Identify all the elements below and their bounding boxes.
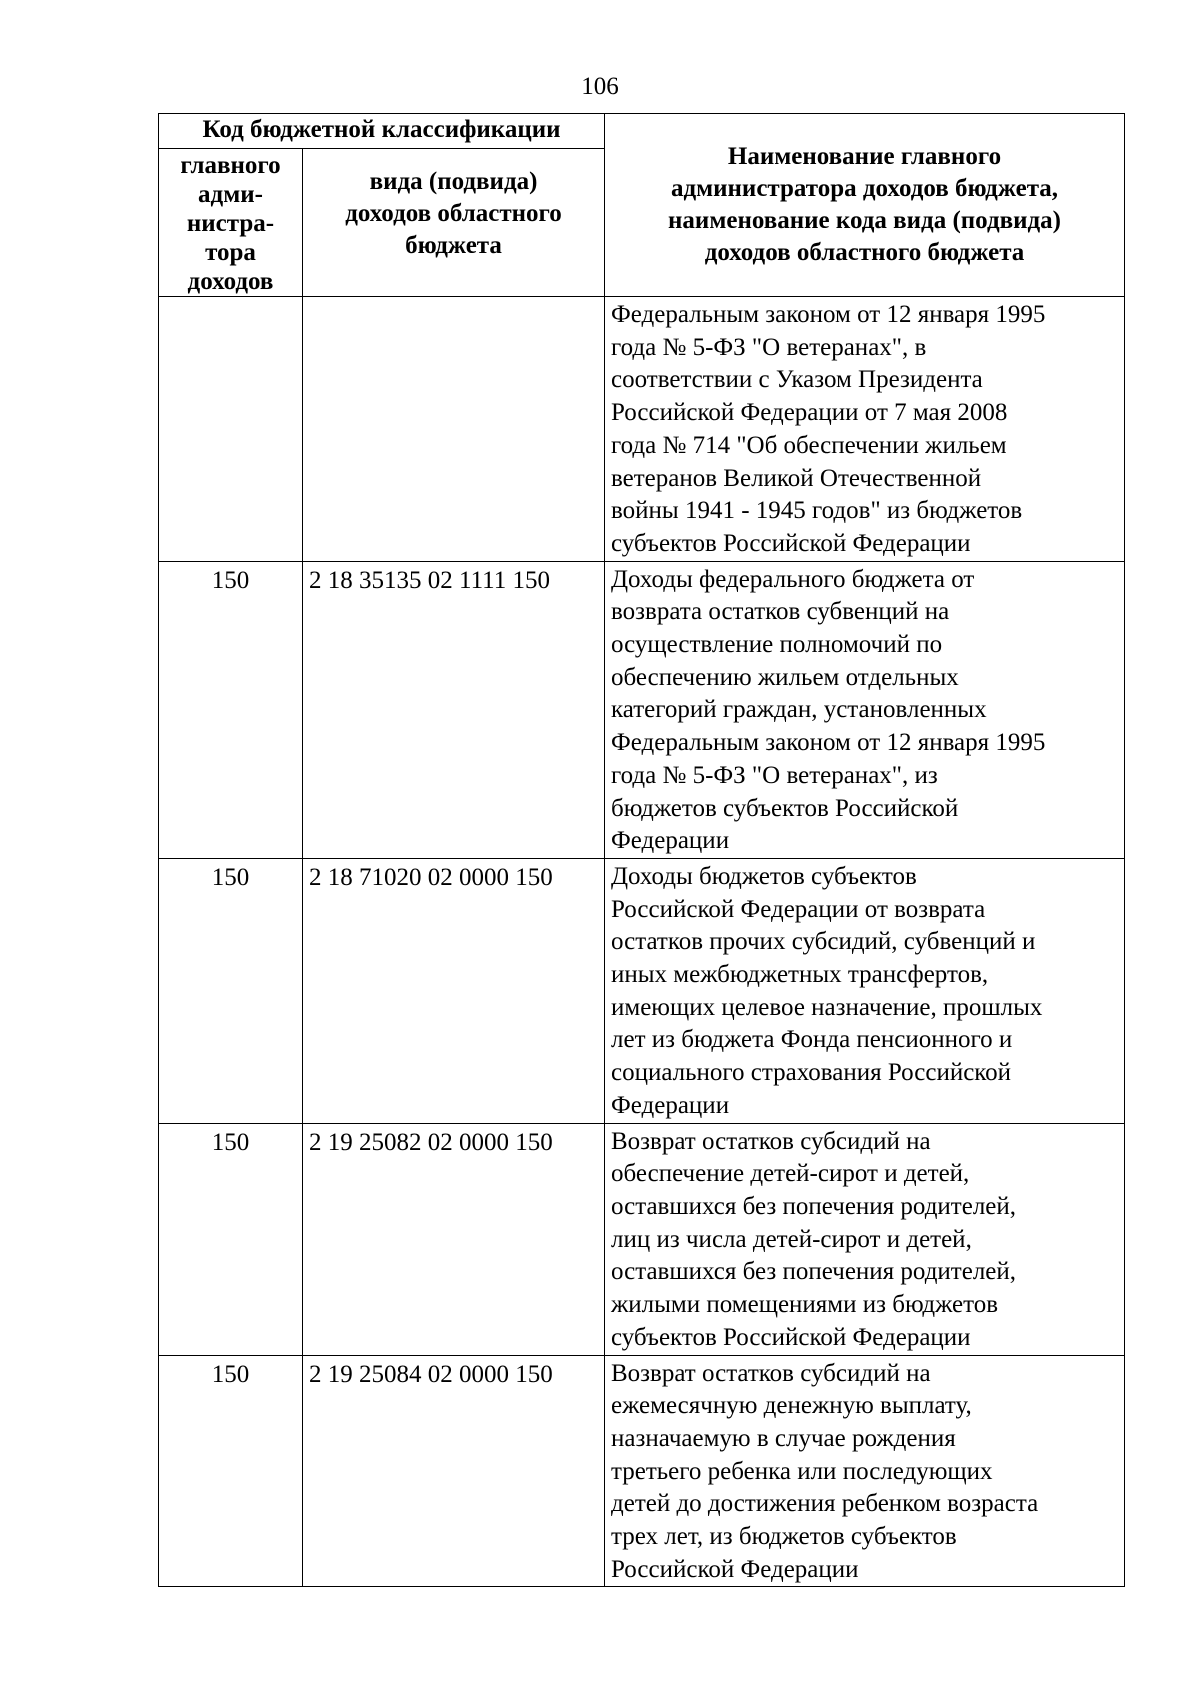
- table-row: [159, 858, 1125, 1123]
- name-line: Федеральным законом от 12 января 1995: [611, 729, 1046, 757]
- name-line: Возврат остатков субсидий на: [611, 1127, 931, 1155]
- name-line: Доходы бюджетов субъектов: [611, 862, 917, 890]
- name-line: бюджетов субъектов Российской: [611, 794, 959, 822]
- income-code-cell: 2 19 25082 02 0000 150: [303, 1123, 605, 1355]
- table-row: [159, 1123, 1125, 1355]
- name-line: Российской Федерации: [611, 1555, 859, 1583]
- name-line: детей до достижения ребенком возраста: [611, 1490, 1039, 1518]
- header-admin-column: [159, 149, 303, 297]
- header-name-column: [605, 114, 1125, 297]
- name-line: обеспечение детей-сирот и детей,: [611, 1160, 970, 1188]
- name-line: назначаемую в случае рождения: [611, 1424, 956, 1452]
- name-line: Российской Федерации от возврата: [611, 895, 986, 923]
- name-line: лиц из числа детей-сирот и детей,: [611, 1225, 972, 1253]
- table-row: [159, 561, 1125, 858]
- name-line: Федеральным законом от 12 января 1995: [611, 301, 1046, 328]
- income-name-cell: [605, 1123, 1125, 1355]
- table-row: [159, 297, 1125, 562]
- page-number: 106: [581, 73, 619, 100]
- name-line: Возврат остатков субсидий на: [611, 1359, 931, 1387]
- header-admin-line: главного: [180, 152, 281, 179]
- header-name-line: Наименование главного: [727, 143, 1002, 170]
- name-line: Федерации: [611, 827, 730, 855]
- header-admin-line: нистра-: [186, 210, 275, 237]
- name-line: Федерации: [611, 1091, 730, 1119]
- name-line: Доходы федерального бюджета от: [611, 565, 975, 593]
- header-admin-line: адми-: [198, 181, 263, 208]
- name-line: Российской Федерации от 7 мая 2008: [611, 399, 1008, 427]
- header-name-line: администратора доходов бюджета,: [670, 175, 1059, 202]
- income-name-cell: [605, 1355, 1125, 1587]
- admin-code-cell: 150: [159, 858, 303, 1123]
- income-code-cell: 2 18 35135 02 1111 150: [303, 561, 605, 858]
- header-name-line: доходов областного бюджета: [704, 239, 1025, 266]
- income-name-cell: [605, 297, 1125, 562]
- name-line: года № 5-ФЗ "О ветеранах", из: [611, 761, 938, 789]
- admin-code-cell: 150: [159, 1355, 303, 1587]
- income-code-cell: [303, 297, 605, 562]
- name-line: ветеранов Великой Отечественной: [611, 464, 982, 492]
- income-code-cell: 2 19 25084 02 0000 150: [303, 1355, 605, 1587]
- header-name-line: наименование кода вида (подвида): [668, 207, 1061, 234]
- header-row-group: [159, 114, 1125, 149]
- income-code-cell: 2 18 71020 02 0000 150: [303, 858, 605, 1123]
- name-line: лет из бюджета Фонда пенсионного и: [611, 1026, 1013, 1054]
- header-admin-line: доходов: [187, 268, 274, 295]
- income-name-cell: [605, 858, 1125, 1123]
- name-line: категорий граждан, установленных: [611, 696, 987, 724]
- name-line: третьего ребенка или последующих: [611, 1457, 993, 1485]
- header-code-line: доходов областного: [345, 199, 562, 227]
- name-line: субъектов Российской Федерации: [611, 529, 971, 557]
- name-line: трех лет, из бюджетов субъектов: [611, 1523, 957, 1551]
- name-line: оставшихся без попечения родителей,: [611, 1258, 1017, 1286]
- name-line: иных межбюджетных трансфертов,: [611, 961, 989, 989]
- name-line: остатков прочих субсидий, субвенций и: [611, 928, 1036, 956]
- name-line: соответствии с Указом Президента: [611, 366, 983, 394]
- income-name-cell: [605, 561, 1125, 858]
- name-line: возврата остатков субвенций на: [611, 598, 950, 626]
- header-code-line: бюджета: [405, 231, 502, 259]
- header-code-column: [303, 149, 605, 297]
- table-row: [159, 1355, 1125, 1587]
- name-line: субъектов Российской Федерации: [611, 1323, 971, 1351]
- table-body: [159, 114, 1125, 1587]
- name-line: года № 5-ФЗ "О ветеранах", в: [611, 333, 927, 361]
- name-line: обеспечению жильем отдельных: [611, 663, 959, 691]
- admin-code-cell: [159, 297, 303, 562]
- admin-code-cell: 150: [159, 1123, 303, 1355]
- budget-classification-table: [158, 113, 1125, 1587]
- name-line: ежемесячную денежную выплату,: [611, 1392, 972, 1420]
- header-admin-line: тора: [205, 239, 256, 266]
- name-line: года № 714 "Об обеспечении жильем: [611, 431, 1007, 459]
- header-code-line: вида (подвида): [369, 167, 538, 195]
- name-line: социального страхования Российской: [611, 1059, 1012, 1087]
- name-line: имеющих целевое назначение, прошлых: [611, 993, 1043, 1021]
- name-line: осуществление полномочий по: [611, 631, 943, 659]
- name-line: войны 1941 - 1945 годов" из бюджетов: [611, 497, 1023, 525]
- admin-code-cell: 150: [159, 561, 303, 858]
- header-group-title: Код бюджетной классификации: [159, 114, 605, 149]
- name-line: жилыми помещениями из бюджетов: [611, 1291, 999, 1319]
- name-line: оставшихся без попечения родителей,: [611, 1192, 1017, 1220]
